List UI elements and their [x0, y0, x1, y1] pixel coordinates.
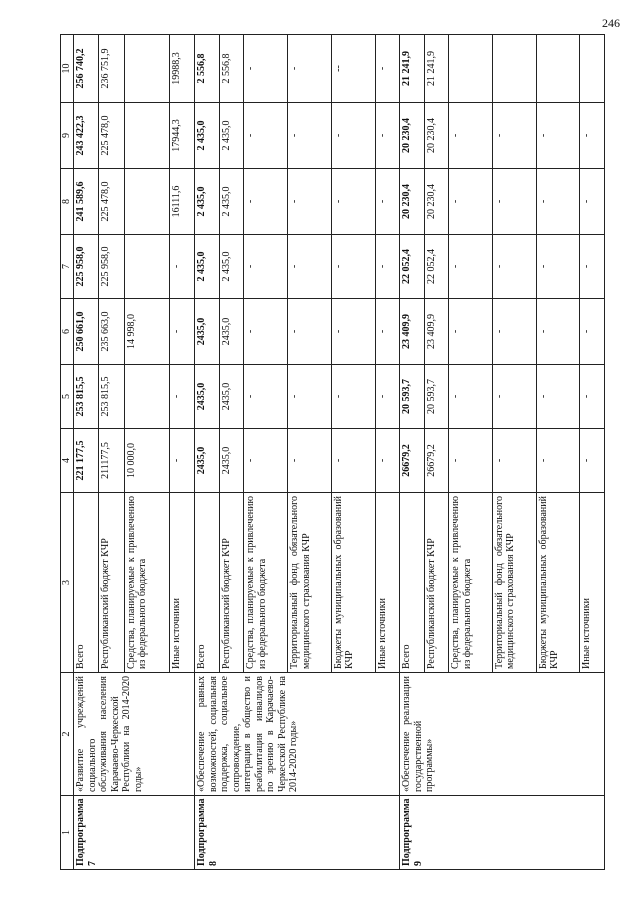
value-cell: - [169, 365, 194, 429]
value-cell: - [288, 103, 332, 169]
funding-source: Территориальный фонд обязательного медицинского страхования КЧР [288, 493, 332, 673]
value-cell: 2 435,0 [195, 169, 219, 235]
column-header: 8 [61, 169, 74, 235]
column-header: 10 [61, 35, 74, 103]
value-cell: - [244, 103, 288, 169]
value-cell: 20 230,4 [400, 103, 424, 169]
table-body [74, 35, 605, 870]
value-cell: 2435,0 [195, 365, 219, 429]
subprogram-name: «Развитие учреждений социального обслуживания населения Карачаево-Черкесской Республики на 2014-2020 годы» [74, 673, 195, 796]
value-cell: - [375, 169, 399, 235]
value-cell: - [536, 365, 580, 429]
value-cell: - [244, 235, 288, 299]
value-cell: - [580, 235, 605, 299]
value-cell: - [331, 299, 375, 365]
value-cell: 211177,5 [99, 429, 124, 493]
value-cell: - [244, 365, 288, 429]
value-cell: - [331, 169, 375, 235]
value-cell: - [331, 429, 375, 493]
value-cell: 22 052,4 [424, 235, 448, 299]
value-cell: 26679,2 [400, 429, 424, 493]
funding-source: Республиканский бюджет КЧР [99, 493, 124, 673]
value-cell [580, 35, 605, 103]
value-cell: - [536, 169, 580, 235]
funding-source: Всего [195, 493, 219, 673]
value-cell: 21 241,9 [400, 35, 424, 103]
value-cell: 21 241,9 [424, 35, 448, 103]
column-header: 4 [61, 429, 74, 493]
value-cell: 20 230,4 [424, 103, 448, 169]
value-cell: - [288, 169, 332, 235]
funding-source: Иные источники [169, 493, 194, 673]
value-cell: - [492, 169, 536, 235]
value-cell: 2 435,0 [195, 103, 219, 169]
value-cell: 16111,6 [169, 169, 194, 235]
value-cell: - [492, 299, 536, 365]
value-cell: 20 593,7 [424, 365, 448, 429]
value-cell: 2435,0 [219, 429, 243, 493]
column-header: 9 [61, 103, 74, 169]
value-cell: 243 422,3 [74, 103, 99, 169]
value-cell: 225 958,0 [99, 235, 124, 299]
column-header: 1 [61, 796, 74, 870]
value-cell: - [580, 169, 605, 235]
value-cell: 2435,0 [195, 429, 219, 493]
value-cell [492, 35, 536, 103]
value-cell: - [169, 429, 194, 493]
value-cell [124, 35, 169, 103]
value-cell: 225 958,0 [74, 235, 99, 299]
value-cell: - [244, 429, 288, 493]
value-cell: - [580, 299, 605, 365]
value-cell: 20 593,7 [400, 365, 424, 429]
value-cell: - [331, 235, 375, 299]
value-cell: 256 740,2 [74, 35, 99, 103]
value-cell: - [492, 365, 536, 429]
value-cell: 225 478,0 [99, 103, 124, 169]
subprogram-name: «Обеспечение реализации государственной программы» [400, 673, 605, 796]
funding-source: Бюджеты муниципальных образований КЧР [536, 493, 580, 673]
funding-source: Иные источники [580, 493, 605, 673]
table-row [400, 35, 424, 870]
value-cell: 253 815,5 [74, 365, 99, 429]
value-cell: 17944,3 [169, 103, 194, 169]
value-cell: 22 052,4 [400, 235, 424, 299]
value-cell: 20 230,4 [400, 169, 424, 235]
value-cell: - [449, 299, 493, 365]
funding-source: Всего [74, 493, 99, 673]
value-cell: 250 661,0 [74, 299, 99, 365]
value-cell: 241 589,6 [74, 169, 99, 235]
value-cell: 236 751,9 [99, 35, 124, 103]
value-cell: - [375, 103, 399, 169]
value-cell: - [492, 235, 536, 299]
funding-source: Средства, планируемые к привлечению из федерального бюджета [124, 493, 169, 673]
value-cell: - [449, 429, 493, 493]
value-cell [124, 365, 169, 429]
value-cell: 23 409,9 [400, 299, 424, 365]
value-cell: 2 435,0 [219, 103, 243, 169]
value-cell: 235 663,0 [99, 299, 124, 365]
value-cell: - [536, 299, 580, 365]
value-cell: 2 556,8 [195, 35, 219, 103]
value-cell: - [449, 169, 493, 235]
value-cell: - [449, 103, 493, 169]
funding-table [60, 34, 605, 870]
value-cell: - [375, 35, 399, 103]
value-cell: 26679,2 [424, 429, 448, 493]
value-cell: -- [331, 35, 375, 103]
value-cell: 2 435,0 [195, 235, 219, 299]
value-cell: - [492, 103, 536, 169]
funding-source: Республиканский бюджет КЧР [219, 493, 243, 673]
value-cell: - [536, 235, 580, 299]
value-cell: 23 409,9 [424, 299, 448, 365]
value-cell: 221 177,5 [74, 429, 99, 493]
value-cell: 14 998,0 [124, 299, 169, 365]
header-row [61, 35, 74, 870]
funding-source: Территориальный фонд обязательного медицинского страхования КЧР [492, 493, 536, 673]
value-cell: - [580, 365, 605, 429]
value-cell: - [375, 299, 399, 365]
value-cell: 10 000,0 [124, 429, 169, 493]
value-cell: 2435,0 [219, 299, 243, 365]
value-cell: 19988,3 [169, 35, 194, 103]
page-number: 246 [602, 16, 620, 30]
value-cell: - [288, 429, 332, 493]
value-cell: - [331, 103, 375, 169]
subprogram-label: Подпрограмма 9 [400, 796, 605, 870]
value-cell: - [449, 235, 493, 299]
value-cell [536, 35, 580, 103]
value-cell: - [580, 429, 605, 493]
value-cell [124, 169, 169, 235]
column-header: 7 [61, 235, 74, 299]
column-header: 5 [61, 365, 74, 429]
value-cell: - [331, 365, 375, 429]
subprogram-label: Подпрограмма 8 [195, 796, 400, 870]
value-cell: 20 230,4 [424, 169, 448, 235]
value-cell: - [375, 429, 399, 493]
value-cell: - [536, 429, 580, 493]
value-cell: 2435,0 [195, 299, 219, 365]
table-row [195, 35, 219, 870]
value-cell [124, 235, 169, 299]
value-cell: - [580, 103, 605, 169]
funding-source: Иные источники [375, 493, 399, 673]
value-cell: - [169, 299, 194, 365]
column-header: 6 [61, 299, 74, 365]
funding-source: Республиканский бюджет КЧР [424, 493, 448, 673]
value-cell: 2 435,0 [219, 169, 243, 235]
value-cell: - [288, 299, 332, 365]
value-cell [449, 35, 493, 103]
value-cell: - [288, 235, 332, 299]
value-cell: - [492, 429, 536, 493]
value-cell: - [244, 299, 288, 365]
value-cell: 2 435,0 [219, 235, 243, 299]
subprogram-name: «Обеспечение равных возможностей, социальная поддержка, социальное сопровождение, интеграция в общество и реабилитация инвалидов по зрению в Карачаево-Черкесской Республике на 2014-2020 годы» [195, 673, 400, 796]
subprogram-label: Подпрограмма 7 [74, 796, 195, 870]
value-cell: - [288, 365, 332, 429]
funding-source: Средства, планируемые к привлечению из федерального бюджета [244, 493, 288, 673]
funding-source: Средства, планируемые к привлечению из федерального бюджета [449, 493, 493, 673]
value-cell: 253 815,5 [99, 365, 124, 429]
value-cell: - [244, 35, 288, 103]
column-header: 3 [61, 493, 74, 673]
value-cell [124, 103, 169, 169]
funding-source: Всего [400, 493, 424, 673]
value-cell: - [375, 235, 399, 299]
column-header: 2 [61, 673, 74, 796]
value-cell: - [169, 235, 194, 299]
value-cell: - [244, 169, 288, 235]
value-cell: - [449, 365, 493, 429]
value-cell: 2 556,8 [219, 35, 243, 103]
funding-source: Бюджеты муниципальных образований КЧР [331, 493, 375, 673]
value-cell: - [288, 35, 332, 103]
value-cell: - [536, 103, 580, 169]
value-cell: 2435,0 [219, 365, 243, 429]
rotated-table-container [60, 35, 605, 870]
value-cell: - [375, 365, 399, 429]
value-cell: 225 478,0 [99, 169, 124, 235]
table-row [74, 35, 99, 870]
